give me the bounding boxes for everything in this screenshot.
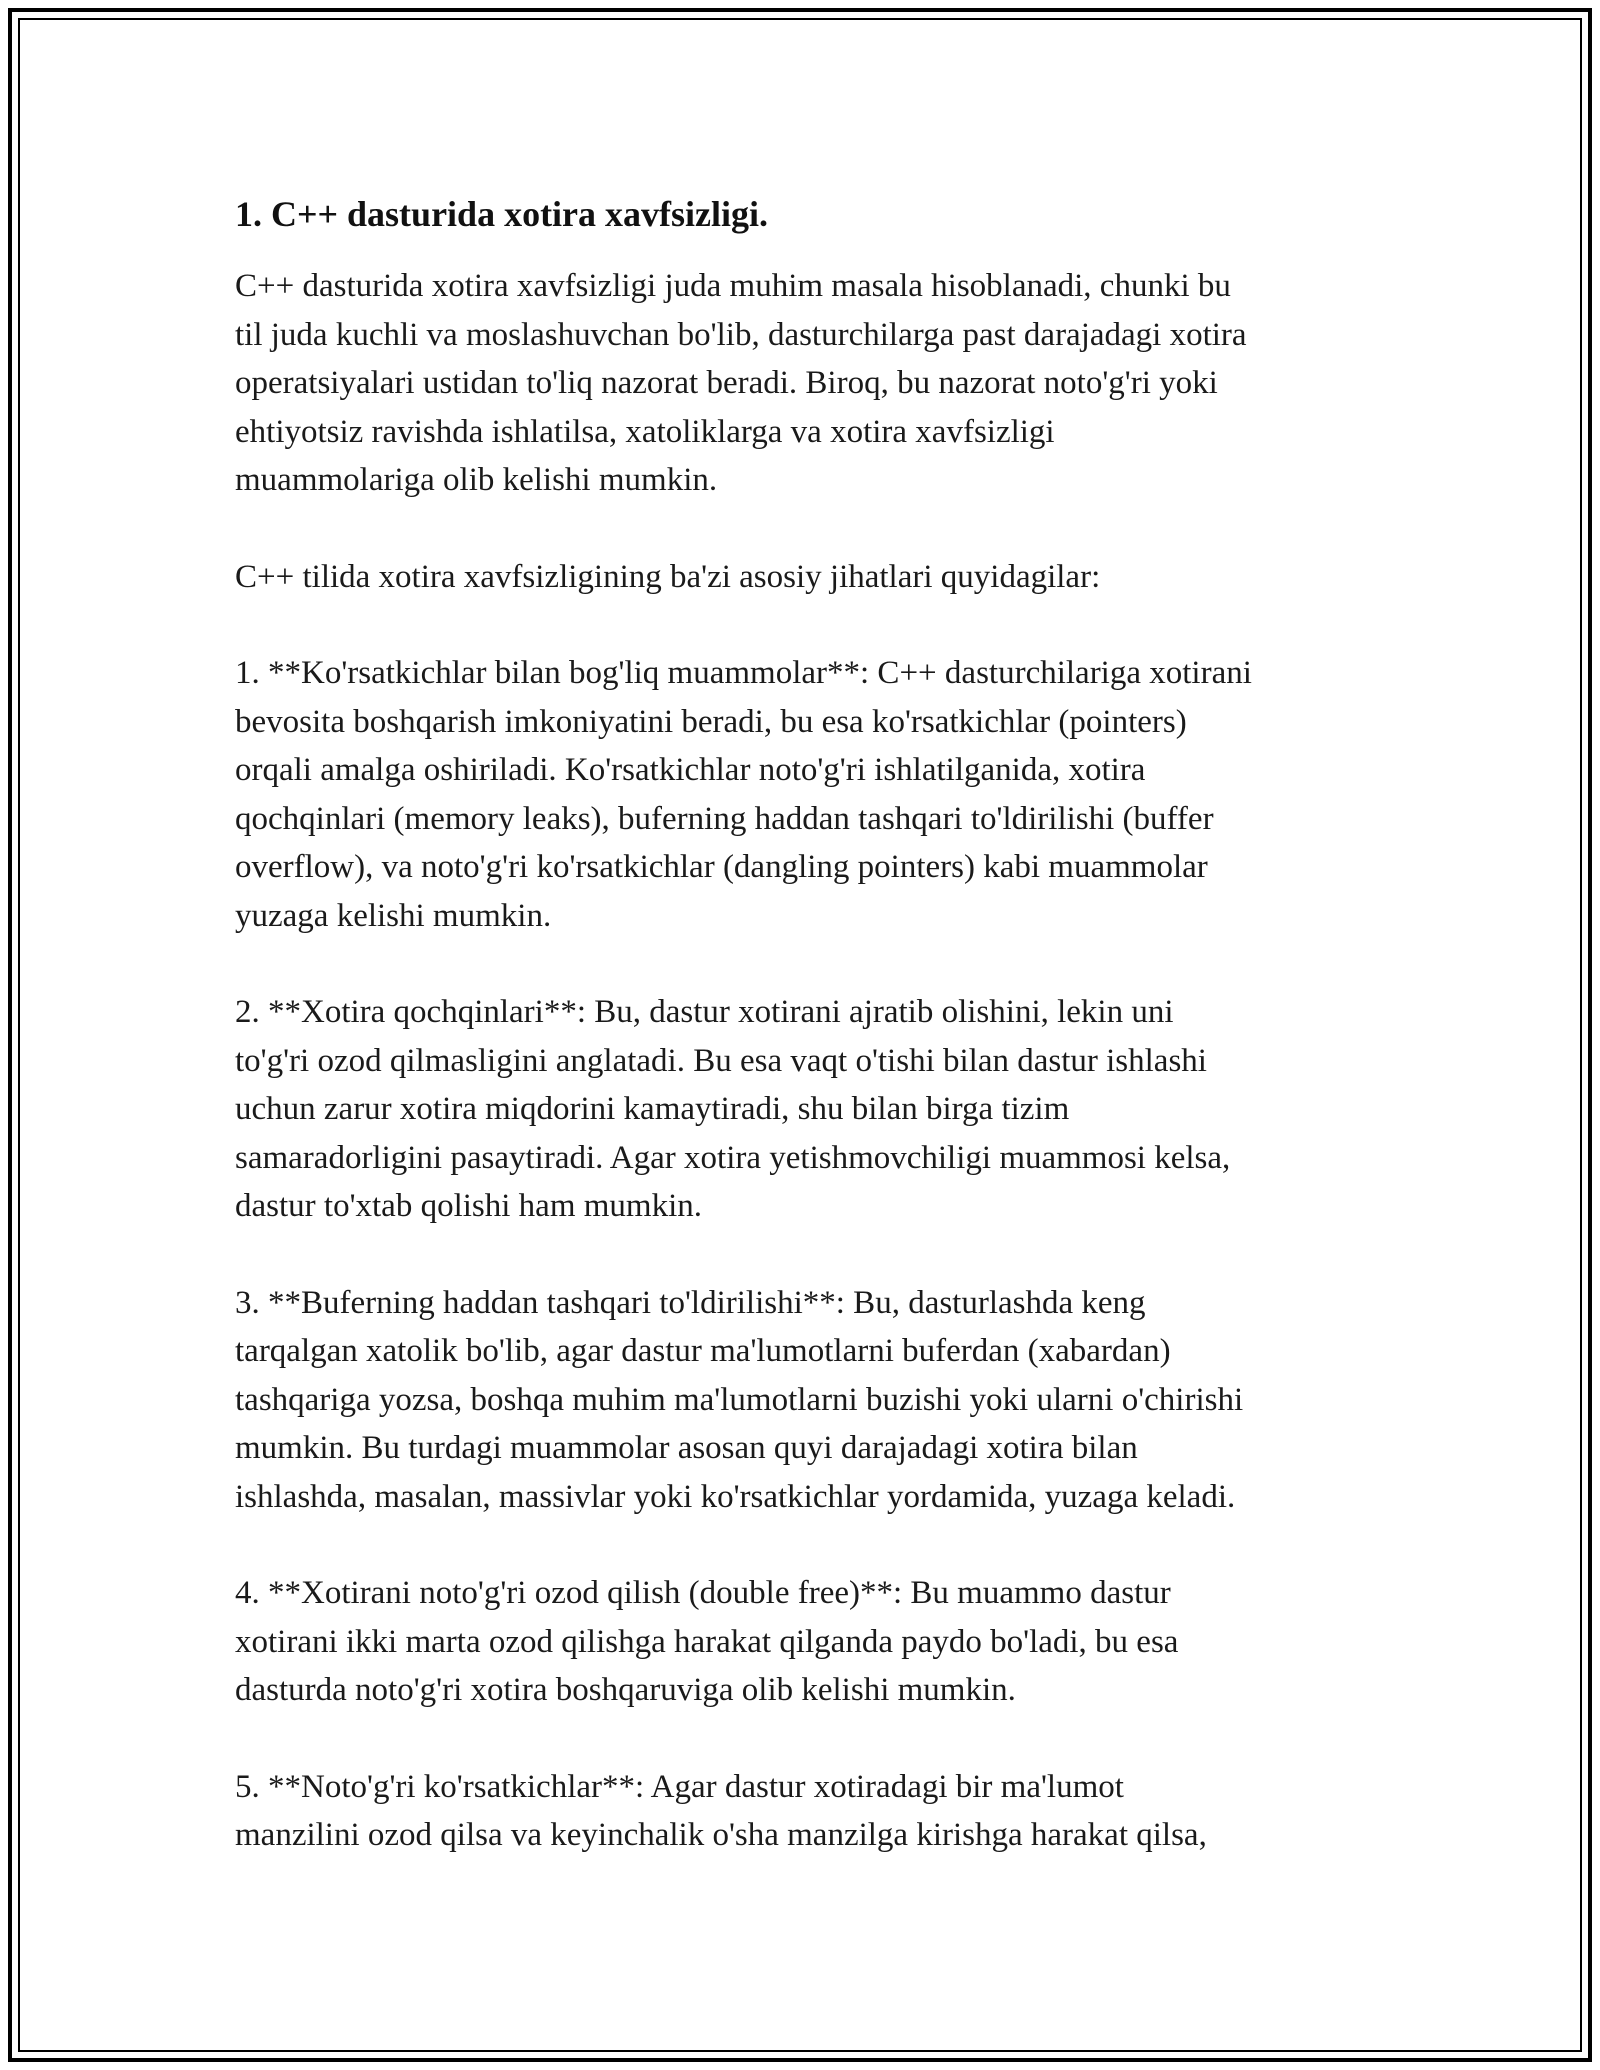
list-item-dangling-pointers: 5. **Noto'g'ri ko'rsatkichlar**: Agar dastur xotiradagi bir ma'lumot manzilini ozod qilsa va keyinchalik o'sha manzilga kirishga harakat qilsa, <box>235 1768 1207 1853</box>
document-heading: 1. C++ dasturida xotira xavfsizligi. <box>235 194 769 234</box>
document-body <box>235 186 1385 1908</box>
list-item-pointers: 1. **Ko'rsatkichlar bilan bog'liq muammolar**: C++ dasturchilariga xotirani bevosita boshqarish imkoniyatini beradi, bu esa ko'rsatkichlar (pointers) orqali amalga oshiriladi. Ko'rsatkichlar noto'g'ri ishlatilganida, xotira qochqinlari (memory leaks), buferning haddan tashqari to'ldirilishi (buffer overflow), va noto'g'ri ko'rsatkichlar (dangling pointers) kabi muammolar yuzaga kelishi mumkin. <box>235 655 1252 934</box>
list-item-buffer-overflow: 3. **Buferning haddan tashqari to'ldirilishi**: Bu, dasturlashda keng tarqalgan xatolik bo'lib, agar dastur ma'lumotlarni buferdan (xabardan) tashqariga yozsa, boshqa muhim ma'lumotlarni buzishi yoki ularni o'chirishi mumkin. Bu turdagi muammolar asosan quyi darajadagi xotira bilan ishlashda, masalan, massivlar yoki ko'rsatkichlar yordamida, yuzaga keladi. <box>235 1284 1244 1515</box>
list-intro-paragraph: C++ tilida xotira xavfsizligining ba'zi asosiy jihatlari quyidagilar: <box>235 558 1101 595</box>
list-item-memory-leaks: 2. **Xotira qochqinlari**: Bu, dastur xotirani ajratib olishini, lekin uni to'g'ri ozod qilmasligini anglatadi. Bu esa vaqt o'tishi bilan dastur ishlashi uchun zarur xotira miqdorini kamaytiradi, shu bilan birga tizim samaradorligini pasaytiradi. Agar xotira yetishmovchiligi muammosi kelsa, dastur to'xtab qolishi ham mumkin. <box>235 994 1231 1224</box>
intro-paragraph: C++ dasturida xotira xavfsizligi juda muhim masala hisoblanadi, chunki bu til juda kuchli va moslashuvchan bo'lib, dasturchilarga past darajadagi xotira operatsiyalari ustidan to'liq nazorat beradi. Biroq, bu nazorat noto'g'ri yoki ehtiyotsiz ravishda ishlatilsa, xatoliklarga va xotira xavfsizligi muammolariga olib kelishi mumkin. <box>235 268 1247 498</box>
list-item-double-free: 4. **Xotirani noto'g'ri ozod qilish (double free)**: Bu muammo dastur xotirani ikki marta ozod qilishga harakat qilganda paydo bo'ladi, bu esa dasturda noto'g'ri xotira boshqaruviga olib kelishi mumkin. <box>235 1575 1179 1708</box>
